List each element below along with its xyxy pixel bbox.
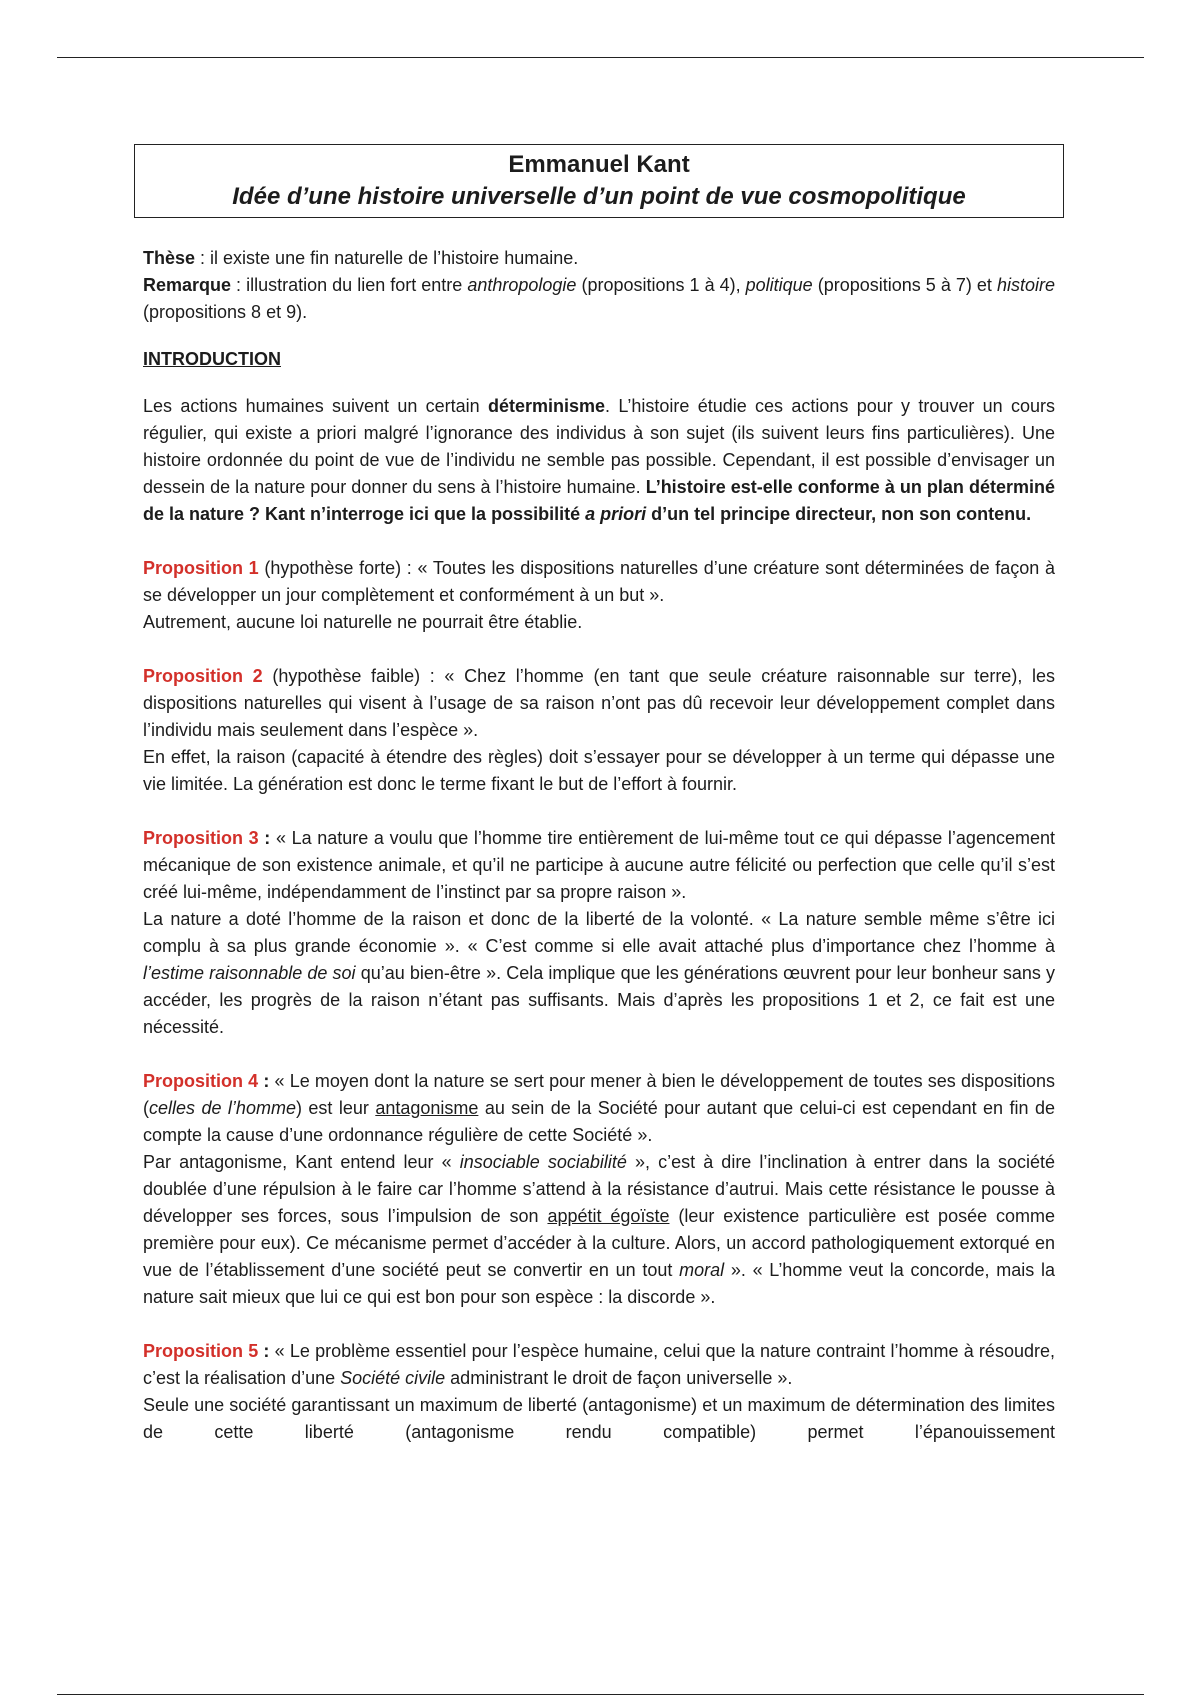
remarque-text: : illustration du lien fort entre [231,275,468,295]
proposition-1-text: (hypothèse forte) : « Toutes les dispositions naturelles d’une créature sont déterminées de façon à se développer un jour complètement et conformément à un but ». [143,558,1055,605]
proposition-4-colon: : [258,1071,270,1091]
remarque-text: (propositions 1 à 4), [576,275,746,295]
intro-question: L’histoire est-elle conforme à un plan déterminé de la nature ? Kant n’interroge ici que la possibilité [143,477,1055,524]
proposition-4-insociable: insociable sociabilité [459,1152,627,1172]
intro-question: d’un tel principe directeur, non son contenu. [646,504,1032,524]
proposition-5-text: « Le problème essentiel pour l’espèce humaine, celui que la nature contraint l’homme à résoudre, c’est la réalisation d’une [143,1341,1055,1388]
proposition-3-quote [143,825,1055,906]
remarque-anthropologie: anthropologie [467,275,577,295]
proposition-4-appetit: appétit égoïste [547,1206,670,1226]
proposition-2-quote [143,663,1055,744]
top-rule [57,57,1144,58]
introduction-heading: INTRODUCTION [143,349,281,369]
author-name: Emmanuel Kant [508,151,690,178]
proposition-5-text: administrant le droit de façon universelle ». [445,1368,793,1388]
these-text: : il existe une fin naturelle de l’histoire humaine. [195,248,579,268]
document-body [143,245,1055,1446]
intro-determinisme: déterminisme [488,396,606,416]
proposition-5-colon: : [258,1341,270,1361]
intro-text: Les actions humaines suivent un certain [143,396,488,416]
introduction-paragraph [143,393,1055,528]
proposition-4-comment-text: (leur existence particulière est posée comme première pour eux). Ce mécanisme permet d’accéder à la culture. Alors, un accord pathologiquement extorqué en vue de l’établissement d’une société peut se convertir en un tout [143,1206,1056,1280]
proposition-5-label: Proposition 5 [143,1341,259,1361]
proposition-4-text: « Le moyen dont la nature se sert pour mener à bien le développement de toutes ses dispositions ( [143,1071,1055,1118]
proposition-2-comment: En effet, la raison (capacité à étendre des règles) doit s’essayer pour se développer à un terme qui dépasse une vie limitée. La génération est donc le terme fixant le but de l’effort à fournir. [143,747,1055,794]
proposition-1-label: Proposition 1 [143,558,259,578]
remarque-histoire: histoire [996,275,1055,295]
proposition-4-comment-text: Par antagonisme, Kant entend leur « [143,1152,460,1172]
proposition-2-label: Proposition 2 [143,666,263,686]
proposition-2-text: (hypothèse faible) : « Chez l’homme (en tant que seule créature raisonnable sur terre), les dispositions naturelles qui visent à l’usage de sa raison n’ont pas dû recevoir leur développement complet dans l’individu mais seulement dans l’espèce ». [143,666,1055,740]
intro-text: . L’histoire étudie ces actions pour y trouver un cours régulier, qui existe a priori malgré l’ignorance des individus à son sujet (ils suivent leurs fins particulières). Une histoire ordonnée du point de vue de l’individu ne semble pas possible. Cependant, il est possible d’envisager un dessein de la nature pour donner du sens à l’histoire humaine. [143,396,1055,497]
proposition-1-comment: Autrement, aucune loi naturelle ne pourrait être établie. [143,612,583,632]
remarque-politique: politique [745,275,813,295]
proposition-4-comment-text: », c’est à dire l’inclination à entrer dans la société doublée d’une répulsion à le faire car l’homme s’attend à la résistance d’autrui. Mais cette résistance le pousse à développer ses forces, sous l’impulsion de son [143,1152,1056,1226]
proposition-5-comment: Seule une société garantissant un maximum de liberté (antagonisme) et un maximum de détermination des limites de cette liberté (antagonisme rendu compatible) permet l’épanouissement [143,1395,1055,1442]
proposition-3-colon: : [258,828,271,848]
proposition-5-quote [143,1338,1055,1392]
proposition-4-text: ) est leur [295,1098,376,1118]
proposition-1-quote [143,555,1055,609]
proposition-3-text: « La nature a voulu que l’homme tire entièrement de lui-même tout ce qui dépasse l’agencement mécanique de son existence animale, et qu’il ne participe à aucune autre félicité ou perfection que celle qu’il s’est créé lui-même, indépendamment de l’instinct par sa propre raison ». [143,828,1055,902]
proposition-4-comment [143,1149,1055,1311]
proposition-4-moral: moral [679,1260,725,1280]
proposition-3-estime: l’estime raisonnable de soi [143,963,356,983]
bottom-rule [57,1694,1144,1695]
proposition-3-label: Proposition 3 [143,828,259,848]
work-title: Idée d’une histoire universelle d’un point de vue cosmopolitique [232,183,966,210]
proposition-3-comment [143,906,1055,1041]
proposition-3-comment-text: qu’au bien-être ». Cela implique que les générations œuvrent pour leur bonheur sans y accéder, les progrès de la raison n’étant pas suffisants. Mais d’après les propositions 1 et 2, ce fait est une nécessité. [143,963,1055,1037]
title-box [134,144,1064,218]
remarque-text: (propositions 8 et 9). [143,302,308,322]
remarque-label: Remarque [143,275,232,295]
proposition-4-comment-text: ». « L’homme veut la concorde, mais la nature sait mieux que lui ce qui est bon pour son espèce : la discorde ». [143,1260,1055,1307]
proposition-3-comment-text: La nature a doté l’homme de la raison et donc de la liberté de la volonté. « La nature semble même s’être ici complu à sa plus grande économie ». « C’est comme si elle avait attaché plus d’importance chez l’homme à [143,909,1055,956]
remarque-text: (propositions 5 à 7) et [812,275,997,295]
proposition-4-text: au sein de la Société pour autant que celui-ci est cependant en fin de compte la cause d’une ordonnance régulière de cette Société ». [143,1098,1055,1145]
intro-a-priori: a priori [585,504,647,524]
these-line [143,245,1055,272]
proposition-4-quote [143,1068,1055,1149]
remarque-paragraph [143,272,1055,326]
these-label: Thèse [143,248,196,268]
proposition-5-societe-civile: Société civile [340,1368,446,1388]
proposition-4-antagonisme: antagonisme [375,1098,479,1118]
proposition-4-celles: celles de l’homme [149,1098,296,1118]
proposition-4-label: Proposition 4 [143,1071,259,1091]
